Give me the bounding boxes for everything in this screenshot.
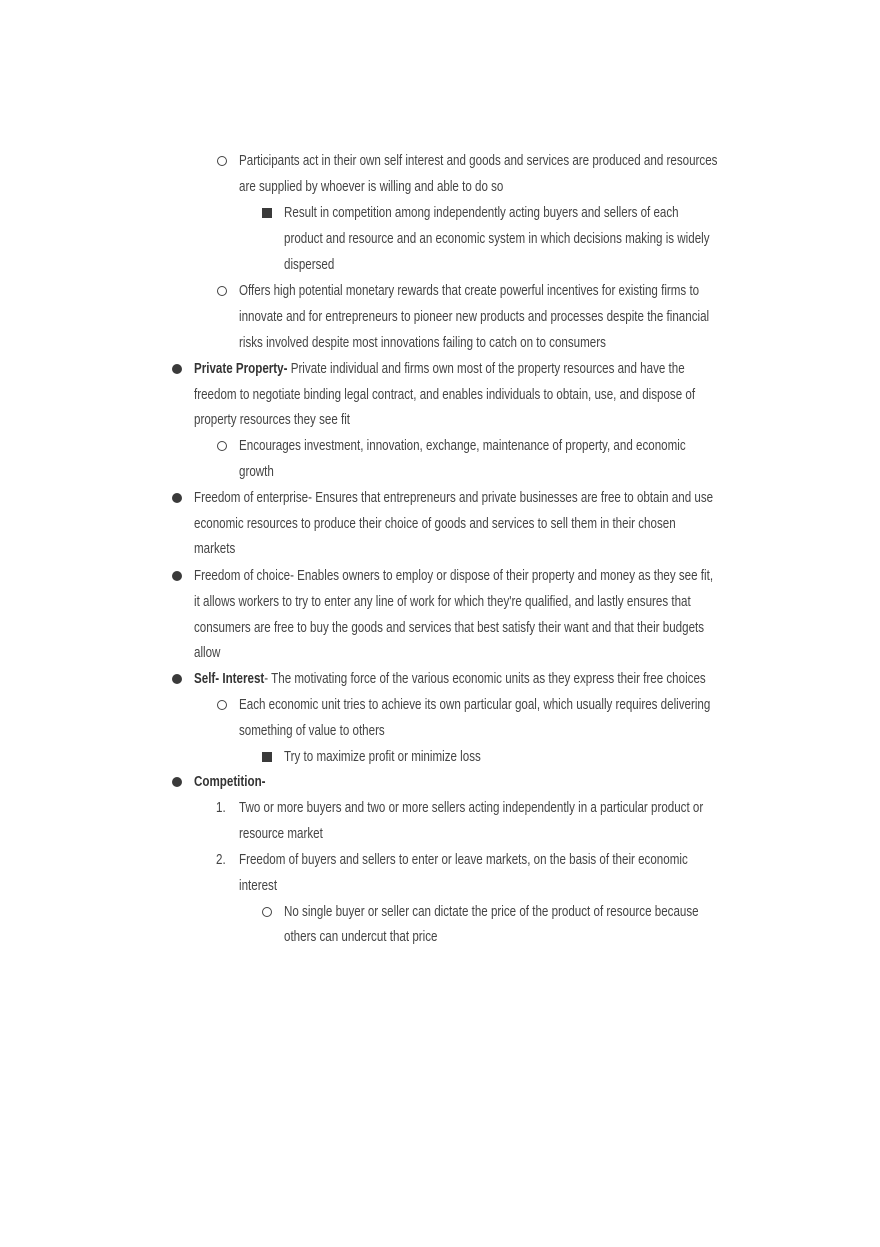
square-bullet-icon [262,208,272,218]
list-item-line [194,772,266,792]
list-item-line: others can undercut that price [284,929,438,945]
list-item-line [194,669,706,689]
list-item-line: freedom to negotiate binding legal contract, and enables individuals to obtain, use, and dispose of [194,387,696,403]
disc-bullet-icon [172,674,182,684]
disc-bullet-icon [172,364,182,374]
list-item-line: product and resource and an economic system in which decisions making is widely [284,231,710,247]
list-item-line: Try to maximize profit or minimize loss [284,749,481,765]
list-item-line: Participants act in their own self interest and goods and services are produced and resources [239,153,718,169]
list-item-line: Result in competition among independently acting buyers and sellers of each [284,205,679,221]
list-item-line: Encourages investment, innovation, exchange, maintenance of property, and economic [239,438,686,454]
circle-bullet-icon [262,907,272,917]
list-item-line [194,359,685,379]
term-definition: Private individual and firms own most of the property resources and have the [287,361,685,377]
square-bullet-icon [262,752,272,762]
term-label: Private Property- [194,361,288,377]
list-item-line: Offers high potential monetary rewards that create powerful incentives for existing firms to [239,283,700,299]
list-item-line: No single buyer or seller can dictate the price of the product of resource because [284,904,699,920]
disc-bullet-icon [172,777,182,787]
list-item-line: consumers are free to buy the goods and services that best satisfy their want and that their budgets [194,620,705,636]
list-item-line: allow [194,645,221,661]
disc-bullet-icon [172,571,182,581]
list-item-line: Two or more buyers and two or more sellers acting independently in a particular product or [239,800,704,816]
list-item-line: something of value to others [239,723,385,739]
list-item-line: are supplied by whoever is willing and able to do so [239,179,504,195]
list-item-line: growth [239,464,274,480]
list-item-line: property resources they see fit [194,412,351,428]
list-item-line: innovate and for entrepreneurs to pioneer new products and processes despite the financial [239,309,710,325]
circle-bullet-icon [217,700,227,710]
circle-bullet-icon [217,286,227,296]
list-item-line: risks involved despite most innovations failing to catch on to consumers [239,335,606,351]
list-item-line: Freedom of choice- Enables owners to employ or dispose of their property and money as they see fit, [194,568,714,584]
term-label: Self- Interest [194,671,265,687]
list-item-line: Freedom of enterprise- Ensures that entrepreneurs and private businesses are free to obtain and use [194,490,714,506]
list-item-line: it allows workers to try to enter any line of work for which they're qualified, and lastly ensures that [194,594,691,610]
list-number: 2. [216,852,226,868]
circle-bullet-icon [217,441,227,451]
circle-bullet-icon [217,156,227,166]
term-definition: - The motivating force of the various economic units as they express their free choices [264,671,706,687]
list-item-line: markets [194,541,236,557]
term-label: Competition- [194,774,266,790]
list-number: 1. [216,800,226,816]
list-item-line: resource market [239,826,323,842]
list-item-line: Freedom of buyers and sellers to enter or leave markets, on the basis of their economic [239,852,688,868]
list-item-line: dispersed [284,257,335,273]
list-item-line: interest [239,878,278,894]
list-item-line: Each economic unit tries to achieve its own particular goal, which usually requires delivering [239,697,711,713]
disc-bullet-icon [172,493,182,503]
list-item-line: economic resources to produce their choice of goods and services to sell them in their chosen [194,516,676,532]
